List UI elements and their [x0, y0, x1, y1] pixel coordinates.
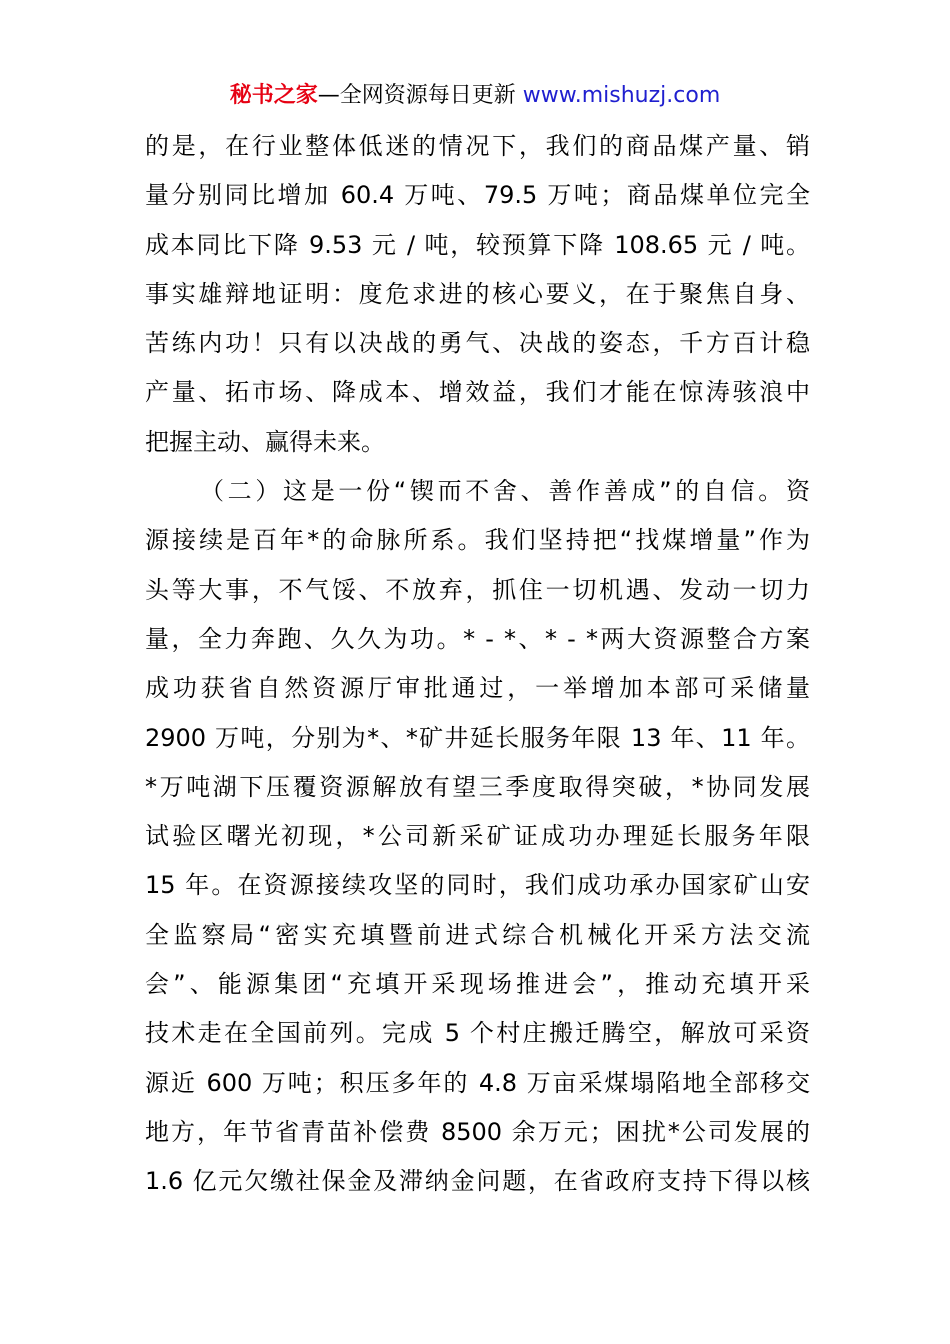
text-line: 量，全力奔跑、久久为功。* - *、* - *两大资源整合方案 [145, 624, 810, 653]
document-body [145, 122, 810, 1256]
text-line: 量分别同比增加 60.4 万吨、79.5 万吨；商品煤单位完全 [145, 181, 810, 210]
text-line: 头等大事，不气馁、不放弃，抓住一切机遇、发动一切力 [145, 575, 810, 604]
text-line: 15 年。在资源接续攻坚的同时，我们成功承办国家矿山安 [145, 871, 810, 900]
text-line: （二）这是一份“锲而不舍、善作善成”的自信。资 [200, 477, 810, 506]
text-line: 把握主动、赢得未来。 [145, 427, 385, 456]
site-header [0, 80, 950, 112]
paragraph-1 [145, 122, 810, 467]
paragraph-2 [145, 467, 810, 1256]
text-line: 会”、能源集团“充填开采现场推进会”，推动充填开采 [145, 970, 810, 999]
text-line: *万吨湖下压覆资源解放有望三季度取得突破，*协同发展 [145, 772, 810, 801]
text-line: 产量、拓市场、降成本、增效益，我们才能在惊涛骇浪中 [145, 378, 810, 407]
text-line: 成功获省自然资源厅审批通过，一举增加本部可采储量 [145, 674, 810, 703]
header-tagline: —全网资源每日更新 [317, 83, 516, 108]
text-line [145, 1207, 810, 1256]
text-line: 苦练内功！只有以决战的勇气、决战的姿态，千方百计稳 [145, 329, 810, 358]
brand-name: 秘书之家 [229, 83, 318, 108]
text-line: 2900 万吨，分别为*、*矿井延长服务年限 13 年、11 年。 [145, 723, 810, 752]
text-line: 地方，年节省青苗补偿费 8500 余万元；困扰*公司发展的 [145, 1117, 810, 1146]
text-line: 试验区曙光初现，*公司新采矿证成功办理延长服务年限 [145, 822, 810, 851]
text-line: 源近 600 万吨；积压多年的 4.8 万亩采煤塌陷地全部移交 [145, 1068, 810, 1097]
site-url-link[interactable]: www.mishuzj.com [522, 83, 721, 108]
text-line: 源接续是百年*的命脉所系。我们坚持把“找煤增量”作为 [145, 526, 810, 555]
text-line: 1.6 亿元欠缴社保金及滞纳金问题，在省政府支持下得以核 [145, 1167, 810, 1196]
text-line: 成本同比下降 9.53 元 / 吨，较预算下降 108.65 元 / 吨。 [145, 230, 810, 259]
text-line: 全监察局“密实充填暨前进式综合机械化开采方法交流 [145, 920, 810, 949]
text-line: 的是，在行业整体低迷的情况下，我们的商品煤产量、销 [145, 132, 810, 160]
text-line: 事实雄辩地证明：度危求进的核心要义，在于聚焦自身、 [145, 279, 810, 308]
text-line: 技术走在全国前列。完成 5 个村庄搬迁腾空，解放可采资 [145, 1019, 810, 1048]
